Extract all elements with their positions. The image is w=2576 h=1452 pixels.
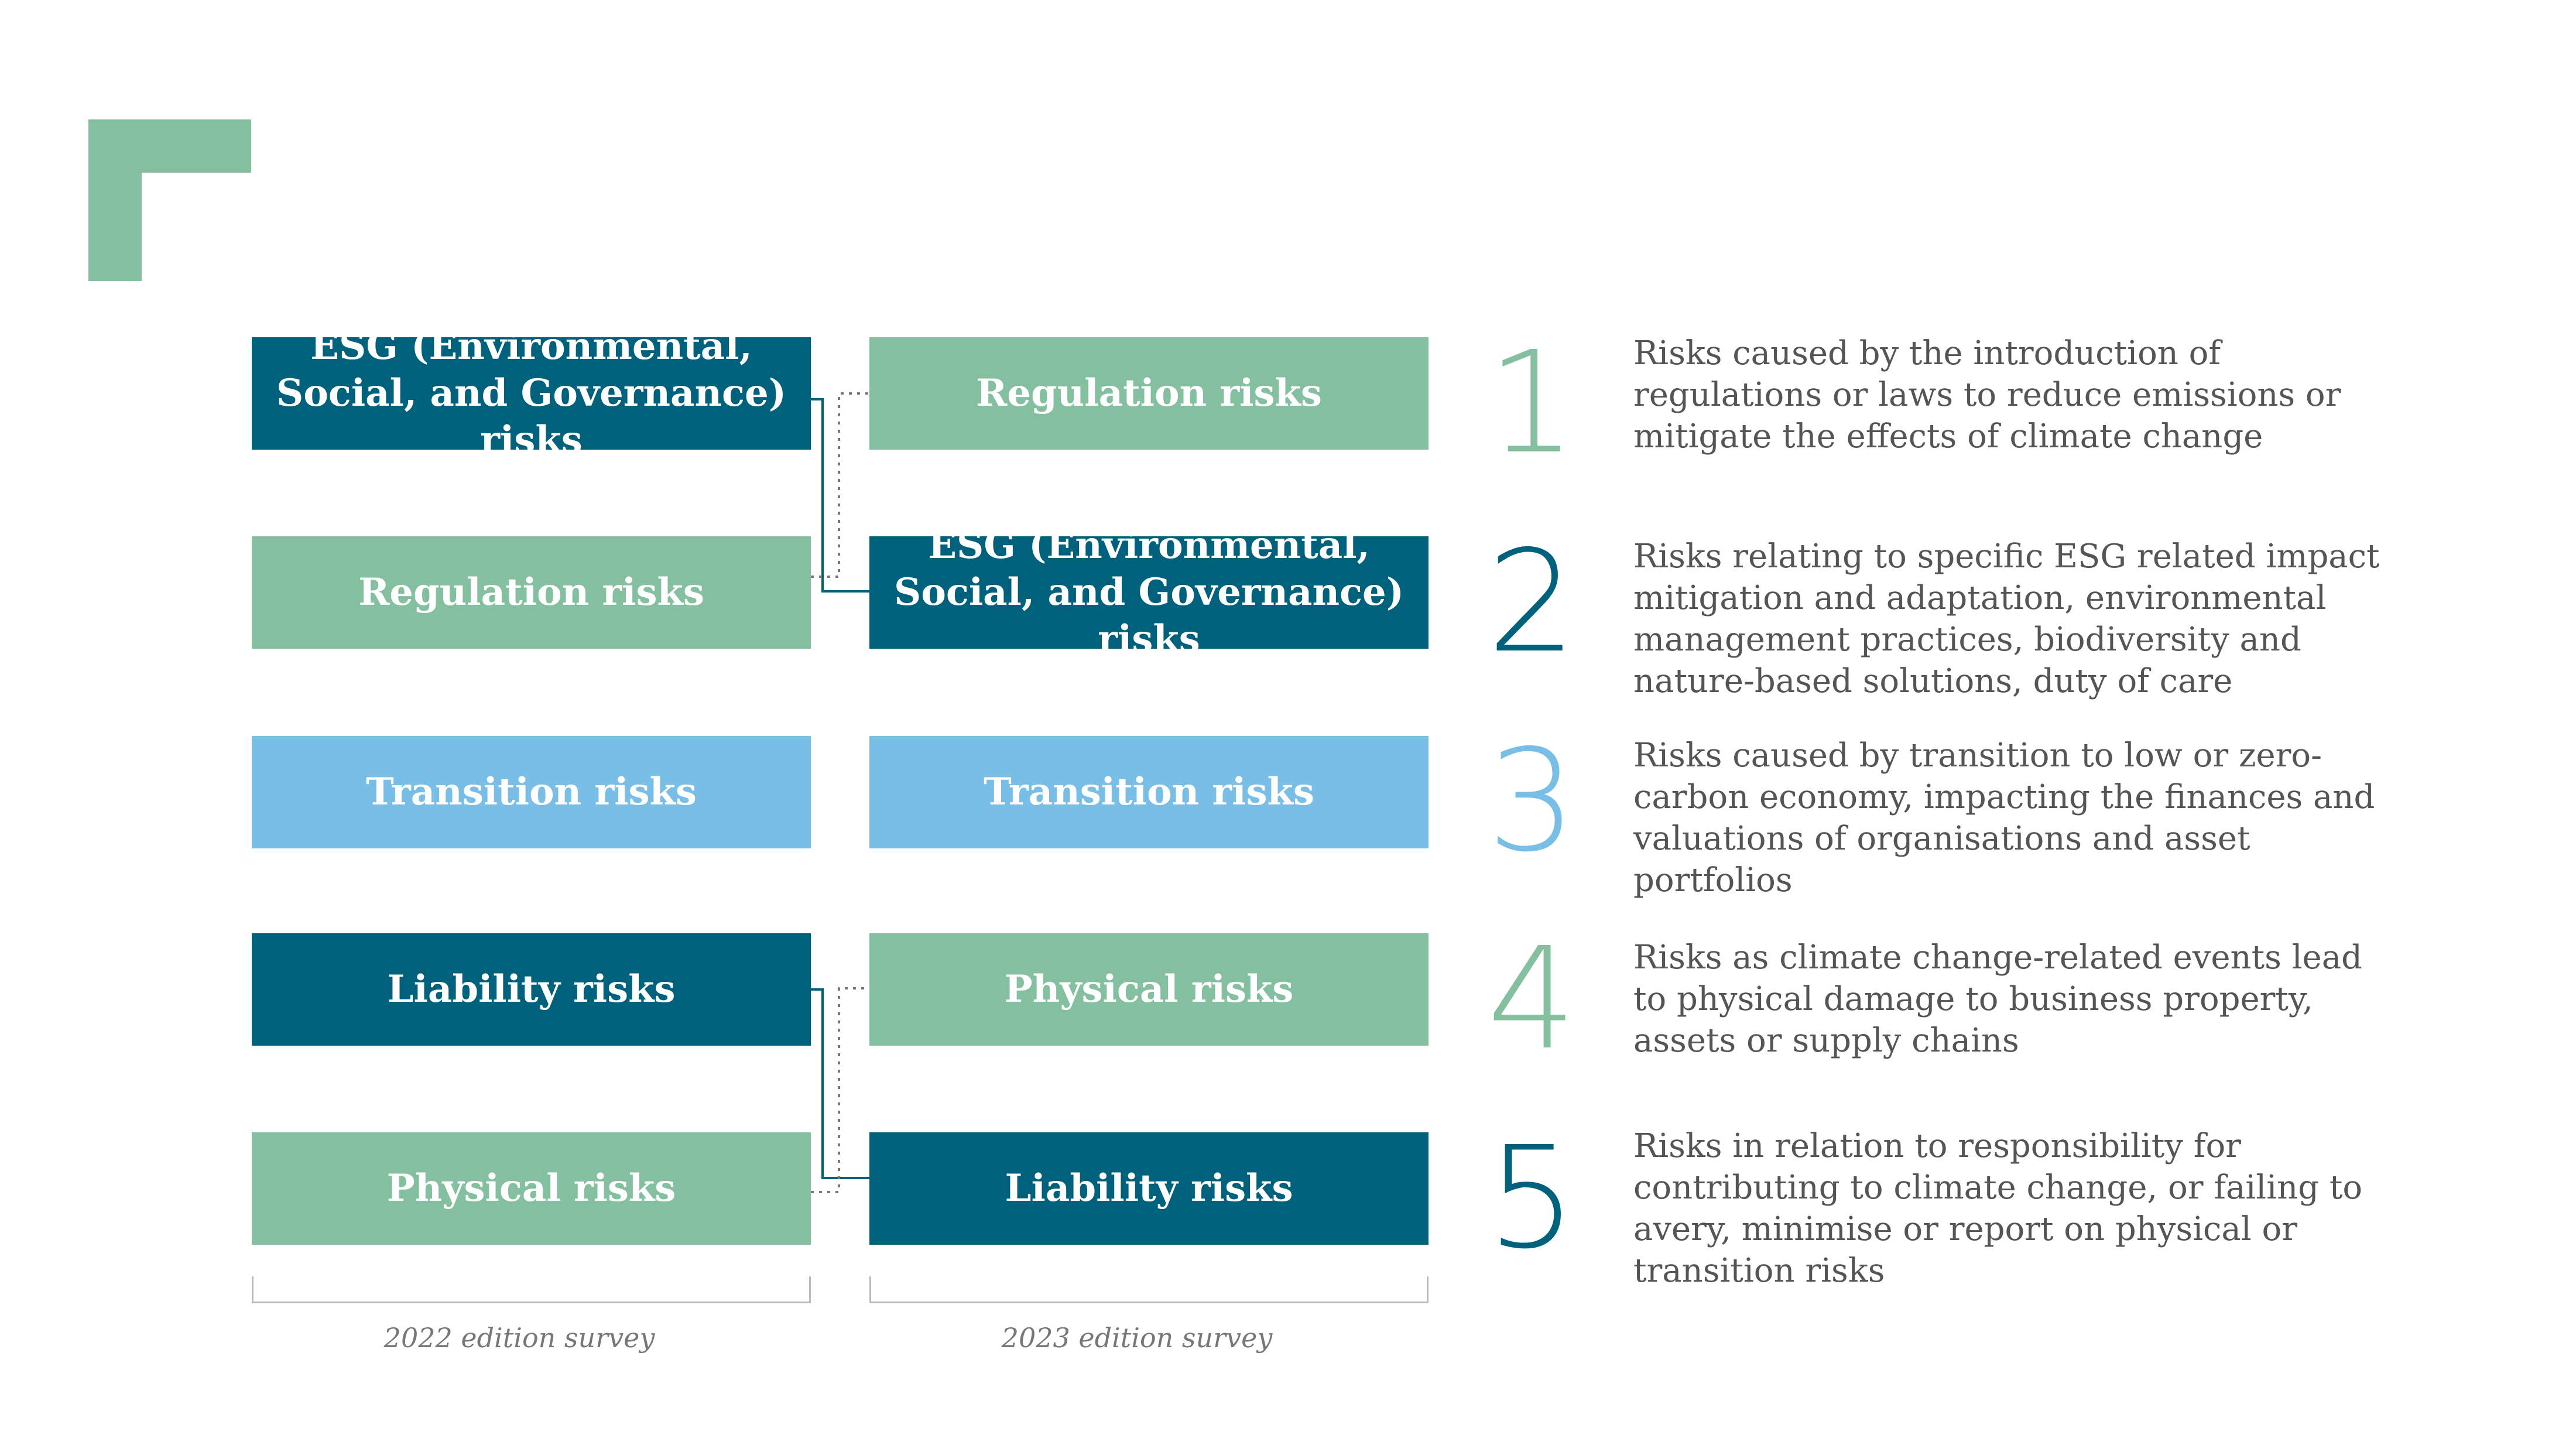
risk-definition-1: Risks caused by the introduction of regulations or laws to reduce emissions or mitigate the effects of climate change [1633, 334, 2341, 456]
connector-regulation [811, 393, 869, 577]
rank-number-4: 4 [1487, 917, 1577, 1081]
right-box-5: Liability risks [869, 1132, 1429, 1245]
right-column-label: 2023 edition survey [1001, 1322, 1273, 1354]
rank-number-5: 5 [1487, 1116, 1577, 1280]
right-box-3: Transition risks [869, 736, 1429, 848]
rank-number-1: 1 [1487, 321, 1577, 485]
connector-physical [811, 988, 869, 1192]
right-box-4: Physical risks [869, 933, 1429, 1046]
rank-number-3: 3 [1487, 719, 1577, 883]
left-box-2: Regulation risks [252, 536, 811, 649]
left-box-5: Physical risks [252, 1132, 811, 1245]
risk-definition-5: Risks in relation to responsibility for contributing to climate change, or failing to avery, minimise or report on physical or transition risks [1633, 1127, 2363, 1290]
right-box-1: Regulation risks [869, 337, 1429, 450]
rank-number-2: 2 [1487, 520, 1577, 684]
left-box-4: Liability risks [252, 933, 811, 1046]
left-column-label: 2022 edition survey [383, 1322, 655, 1354]
risk-definition-4: Risks as climate change-related events lead to physical damage to business property, assets or supply chains [1633, 939, 2362, 1060]
left-box-1: ESG (Environmental, Social, and Governance) risks [252, 337, 811, 450]
left-box-3: Transition risks [252, 736, 811, 848]
connector-liability [811, 989, 869, 1178]
right-column-bracket [869, 1276, 1429, 1303]
risk-definition-2: Risks relating to specific ESG related impact mitigation and adaptation, environmental management practices, biodiversity and nature-based solutions, duty of care [1633, 537, 2380, 700]
left-column-bracket [252, 1276, 811, 1303]
right-box-2: ESG (Environmental, Social, and Governance) risks [869, 536, 1429, 649]
risk-definition-3: Risks caused by transition to low or zero-carbon economy, impacting the finances and valuations of organisations and asset portfolios [1633, 737, 2375, 899]
